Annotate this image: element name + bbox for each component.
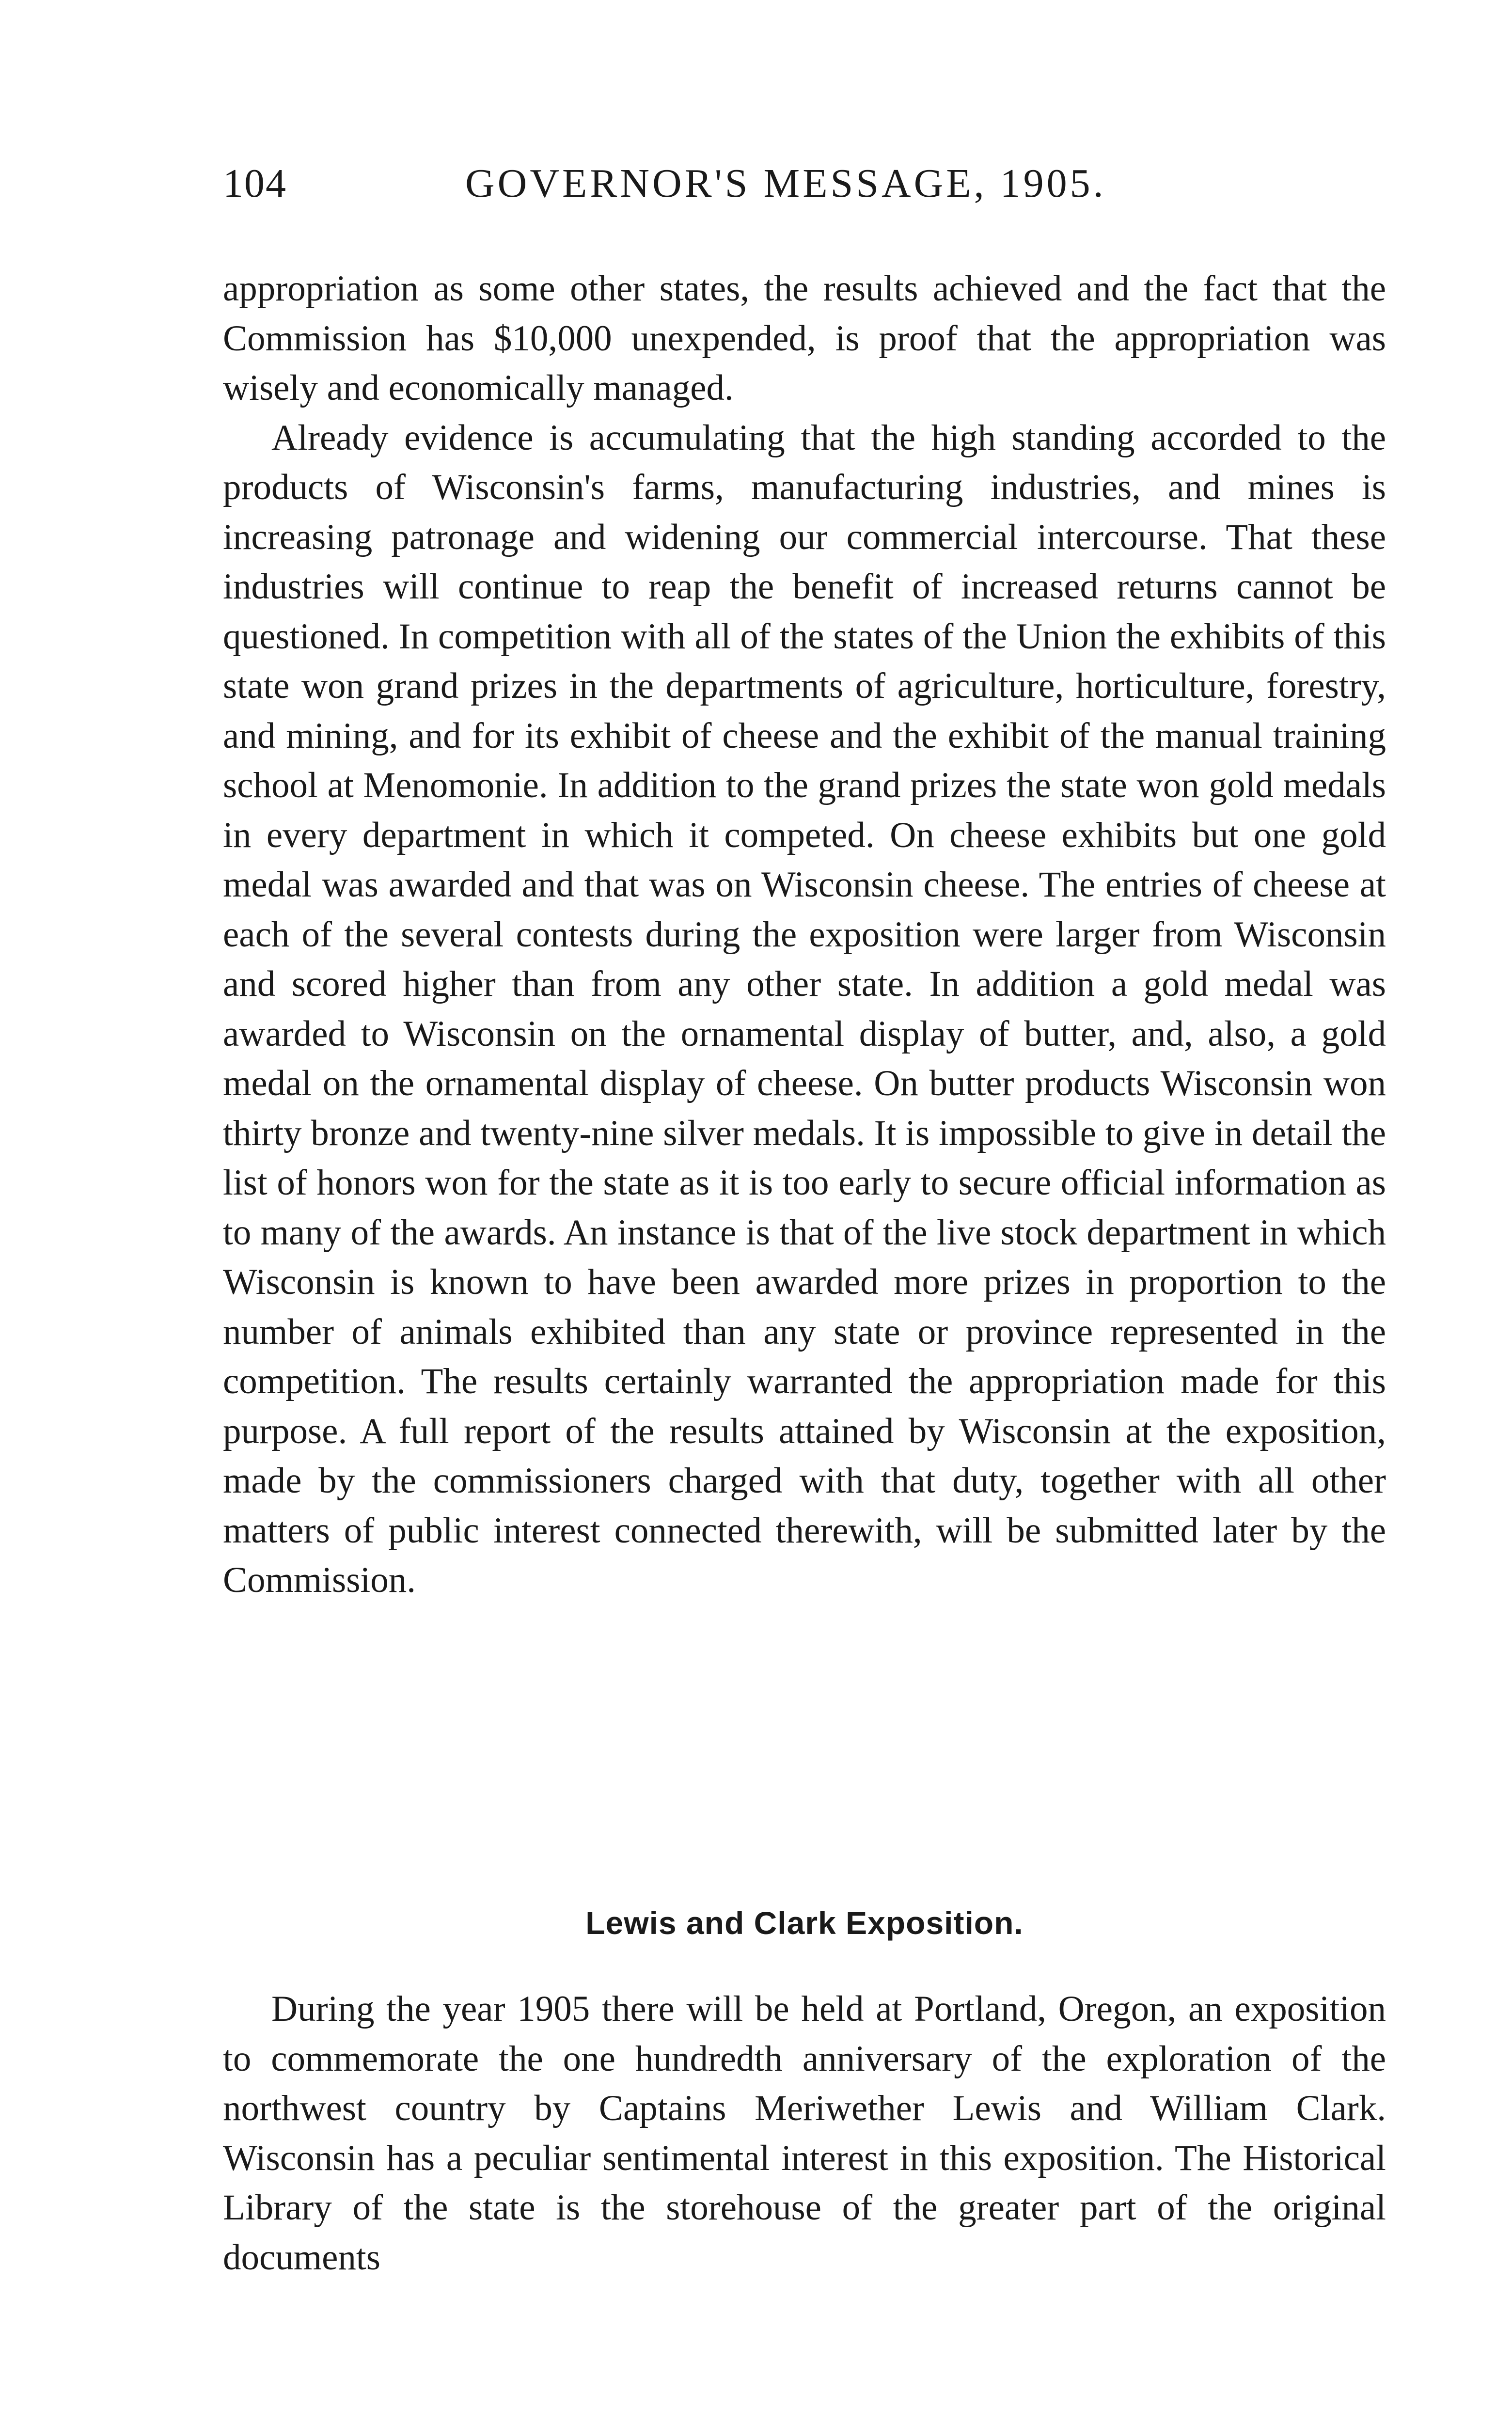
section-body — [223, 1984, 1386, 2282]
continued-paragraph: appropriation as some other states, the results achieved and the fact that the Commission has $10,000 unexpended, is proof that the appropriation was wisely and economically managed. — [223, 268, 1386, 408]
running-head — [223, 160, 1192, 228]
paragraph-exposition-results: Already evidence is accumulating that the high standing accorded to the products of Wisconsin's farms, manufacturing industries, and mines is increasing patronage and widening our commercial intercourse. That these industries will continue to reap the benefit of increased returns cannot be questioned. In competition with all of the states of the Union the exhibits of this state won grand prizes in the departments of agriculture, horticulture, forestry, and mining, and for its exhibit of cheese and the exhibit of the manual training school at Menomonie. In addition to the grand prizes the state won gold medals in every department in which it competed. On cheese exhibits but one gold medal was awarded and that was on Wisconsin cheese. The entries of cheese at each of the several contests during the exposition were larger from Wisconsin and scored higher than from any other state. In addition a gold medal was awarded to Wisconsin on the ornamental display of butter, and, also, a gold medal on the ornamental display of cheese. On butter products Wisconsin won thirty bronze and twenty-nine silver medals. It is impossible to give in detail the list of honors won for the state as it is too early to secure official information as to many of the awards. An instance is that of the live stock department in which Wisconsin is known to have been awarded more prizes in proportion to the number of animals exhibited than any state or province represented in the competition. The results certainly warranted the appropriation made for this purpose. A full report of the results attained by Wisconsin at the exposition, made by the commissioners charged with that duty, together with all other matters of public interest connected therewith, will be submitted later by the Commission. — [223, 417, 1386, 1600]
section-heading: Lewis and Clark Exposition. — [585, 1905, 1024, 1941]
page-number: 104 — [223, 161, 287, 206]
running-title: GOVERNOR'S MESSAGE, 1905. — [465, 161, 1106, 206]
body-text — [223, 264, 1386, 1605]
paragraph-lewis-clark: During the year 1905 there will be held at Portland, Oregon, an exposition to commemorate the one hundredth anniversary of the exploration of the northwest country by Captains Meriwether Lewis and William Clark. Wisconsin has a peculiar sentimental interest in this exposition. The Historical Library of the state is the storehouse of the greater part of the original documents — [223, 1989, 1386, 2278]
